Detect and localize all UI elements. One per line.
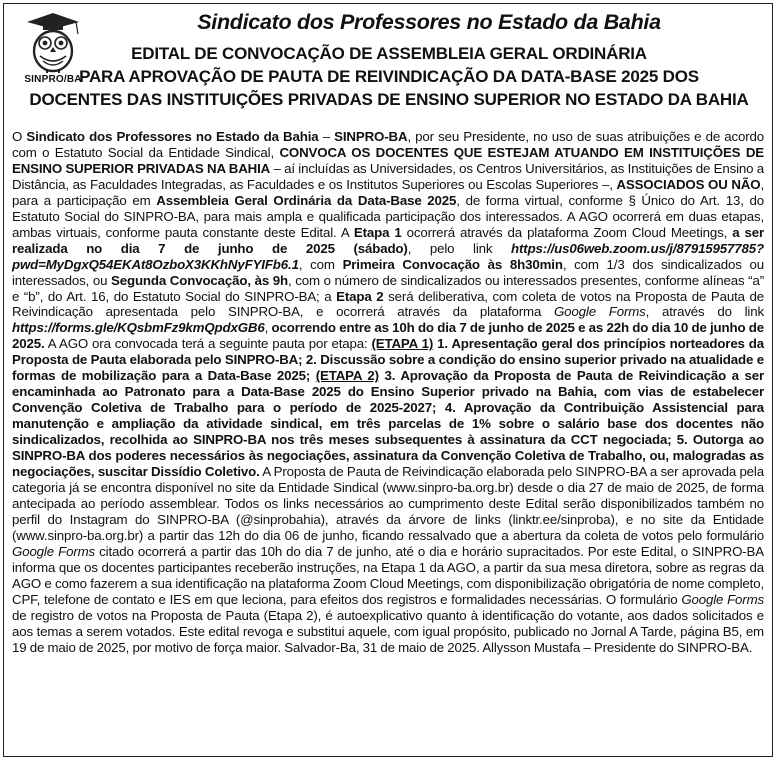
body-text: , por seu Presidente, no uso de suas atribuições e de acordo com o Estatuto Social da Entidade Sindical, bbox=[12, 129, 765, 160]
body-text: , com 1/3 dos sindicalizados ou interessados, ou bbox=[12, 256, 764, 288]
edital-notice bbox=[3, 3, 773, 757]
body-text: , para a participação em bbox=[12, 176, 764, 208]
google-forms-mention: Google Forms bbox=[553, 304, 646, 320]
edital-title-line-1: EDITAL DE CONVOCAÇÃO DE ASSEMBLEIA GERAL ORDINÁRIA bbox=[131, 44, 647, 63]
body-text: – bbox=[318, 129, 335, 144]
body-text: A AGO ora convocada terá a seguinte pauta por etapa: bbox=[44, 336, 372, 352]
body-text: A Proposta de Pauta de Reivindicação elaborada pelo SINPRO-BA a ser aprovada pela categoria já se encontra disponível no site da Entidade Sindical (www.sinpro-ba.org.br) desde o dia 27 de maio de 2025, de forma antecipada ao período assemblear. Todos os links necessários ao cumprimento deste Edital serão disponibilizados também no perfil do Instagram do SINPRO-BA (@sinprobahia), através da árvore de links (linktr.ee/sinproba), e no site da Entidade (www.sinpro-ba.org.br) a partir das 12h do dia 06 de junho, ficando ressalvado que a abertura da coleta de votos pelo formulário bbox=[12, 464, 764, 543]
stage-1-label: Etapa 1 bbox=[353, 224, 402, 240]
body-text: será deliberativa, com coleta de votos na Proposta de Pauta de Reivindicação apresentada pelo SINPRO-BA, e ocorrerá através da plataforma bbox=[12, 288, 765, 320]
second-call-time: Segunda Convocação, às 9h bbox=[111, 272, 289, 288]
body-text: , com o número de sindicalizados ou interessados presentes, conforme alíneas “a” e “b”, do Art. 16, do Estatuto Social do SINPRO-BA; a bbox=[12, 272, 764, 304]
union-acronym: SINPRO-BA bbox=[334, 129, 408, 144]
first-call-time: Primeira Convocação às 8h30min bbox=[342, 256, 563, 272]
body-text: , através do link bbox=[645, 304, 764, 320]
zoom-meeting-link[interactable]: https://us06web.zoom.us/j/87915957785?pwd=MyDgxQ54EKAt8OzboX3KKhNyFYIFb6.1 bbox=[12, 240, 765, 272]
assembly-name: Assembleia Geral Ordinária da Data-Base 2025 bbox=[156, 192, 457, 208]
edital-title-line-2: PARA APROVAÇÃO DE PAUTA DE REIVINDICAÇÃO DA DATA-BASE 2025 DOS bbox=[79, 67, 699, 86]
body-text: de registro de votos na Proposta de Pauta (Etapa 2), é autoexplicativo quanto à identificação do votante, aos dados solicitados e aos temas a serem votados. Este edital revoga e substitui aquele, com igual propósito, publicado no Jornal A Tarde, página B5, em 19 de maio de 2025, por motivo de força maior. Salvador-Ba, 31 de maio de 2025. Allysson Mustafa – Presidente do SINPRO-BA. bbox=[12, 607, 764, 655]
stage-1-date: a ser realizada no dia 7 de junho de 2025 (sábado) bbox=[12, 224, 764, 256]
google-forms-link[interactable]: https://forms.gle/KQsbmFz9kmQpdxGB6 bbox=[12, 320, 265, 336]
edital-title-line-3: DOCENTES DAS INSTITUIÇÕES PRIVADAS DE ENSINO SUPERIOR NO ESTADO DA BAHIA bbox=[29, 90, 749, 109]
google-forms-mention: Google Forms bbox=[12, 543, 96, 559]
body-text: , pelo link bbox=[407, 240, 512, 256]
organization-name: Sindicato dos Professores no Estado da Bahia bbox=[197, 10, 661, 34]
union-name: Sindicato dos Professores no Estado da Bahia bbox=[26, 129, 319, 144]
agenda-stage-2-tag: (ETAPA 2) bbox=[315, 368, 379, 384]
body-text: ocorrerá através da plataforma Zoom Cloud Meetings, bbox=[401, 224, 733, 240]
google-forms-mention: Google Forms bbox=[681, 591, 764, 607]
body-text: – aí incluídas as Universidades, os Centros Universitários, as Instituições de Ensino a Distância, as Faculdades Integradas, as Faculdades e os Institutos Superiores ou Escolas Superiores –, bbox=[12, 160, 764, 192]
body-text: O bbox=[12, 129, 27, 144]
edital-body bbox=[12, 129, 764, 655]
body-text: citado ocorrerá a partir das 10h do dia 7 de junho, até o dia e horário supracitados. Por este Edital, o SINPRO-BA informa que os docentes participantes receberão instruções, na Etapa 1 da AGO, a partir da sua mesa diretora, sobre as regras da AGO e como fazerem a sua identificação na plataforma Zoom Cloud Meetings, com disponibilização obrigatória de nome completo, CPF, telefone de contato e IES em que leciona, para efeitos dos registros e formalidades necessárias. O formulário bbox=[12, 543, 764, 607]
convocation-statement: CONVOCA OS DOCENTES QUE ESTEJAM ATUANDO EM INSTITUIÇÕES DE ENSINO SUPERIOR PRIVADAS NA BAHIA bbox=[12, 144, 764, 176]
edital-title bbox=[4, 42, 773, 111]
logo-label: SINPRO/BA bbox=[24, 74, 82, 85]
agenda-stage-1-tag: (ETAPA 1) bbox=[371, 336, 434, 352]
body-text: , com bbox=[298, 256, 343, 272]
body-text: , bbox=[264, 320, 272, 336]
stage-2-label: Etapa 2 bbox=[336, 288, 384, 304]
voting-period: ocorrendo entre as 10h do dia 7 de junho de 2025 e as 22h do dia 10 de junho de 2025. bbox=[12, 320, 765, 352]
body-text: , de forma virtual, conforme § Único do Art. 13, do Estatuto Social do SINPRO-BA, para mais ampla e qualificada participação dos interessados. A AGO ocorrerá em duas etapas, ambas virtuais, conforme pauta constante deste Edital. A bbox=[12, 192, 764, 240]
agenda-items-3-5: 3. Aprovação da Proposta de Pauta de Reivindicação a ser encaminhada ao Patronato para a Data-Base 2025 do Ensino Superior privado na Bahia, com vias de estabelecer Convenção Coletiva de Trabalho para o período de 2025-2027; 4. Aprovação da Contribuição Assistencial para manutenção e ampliação da atividade sindical, em três parcelas de 1% sobre o salário base dos docentes não sindicalizados, recolhida ao SINPRO-BA nos três meses subsequentes à assinatura da CCT negociada; 5. Outorga ao SINPRO-BA dos poderes necessários às negociações, assinatura da Convenção Coletiva de Trabalho, ou, malogradas as negociações, suscitar Dissídio Coletivo. bbox=[12, 368, 764, 480]
associates-note: ASSOCIADOS OU NÃO bbox=[616, 176, 761, 192]
agenda-items-1-2: 1. Apresentação geral dos princípios norteadores da Proposta de Pauta elaborada pelo SINPRO-BA; 2. Discussão sobre a condição do ensino superior privado na atualidade e formas de mobilização para a Data-Base 2025; bbox=[12, 336, 764, 384]
